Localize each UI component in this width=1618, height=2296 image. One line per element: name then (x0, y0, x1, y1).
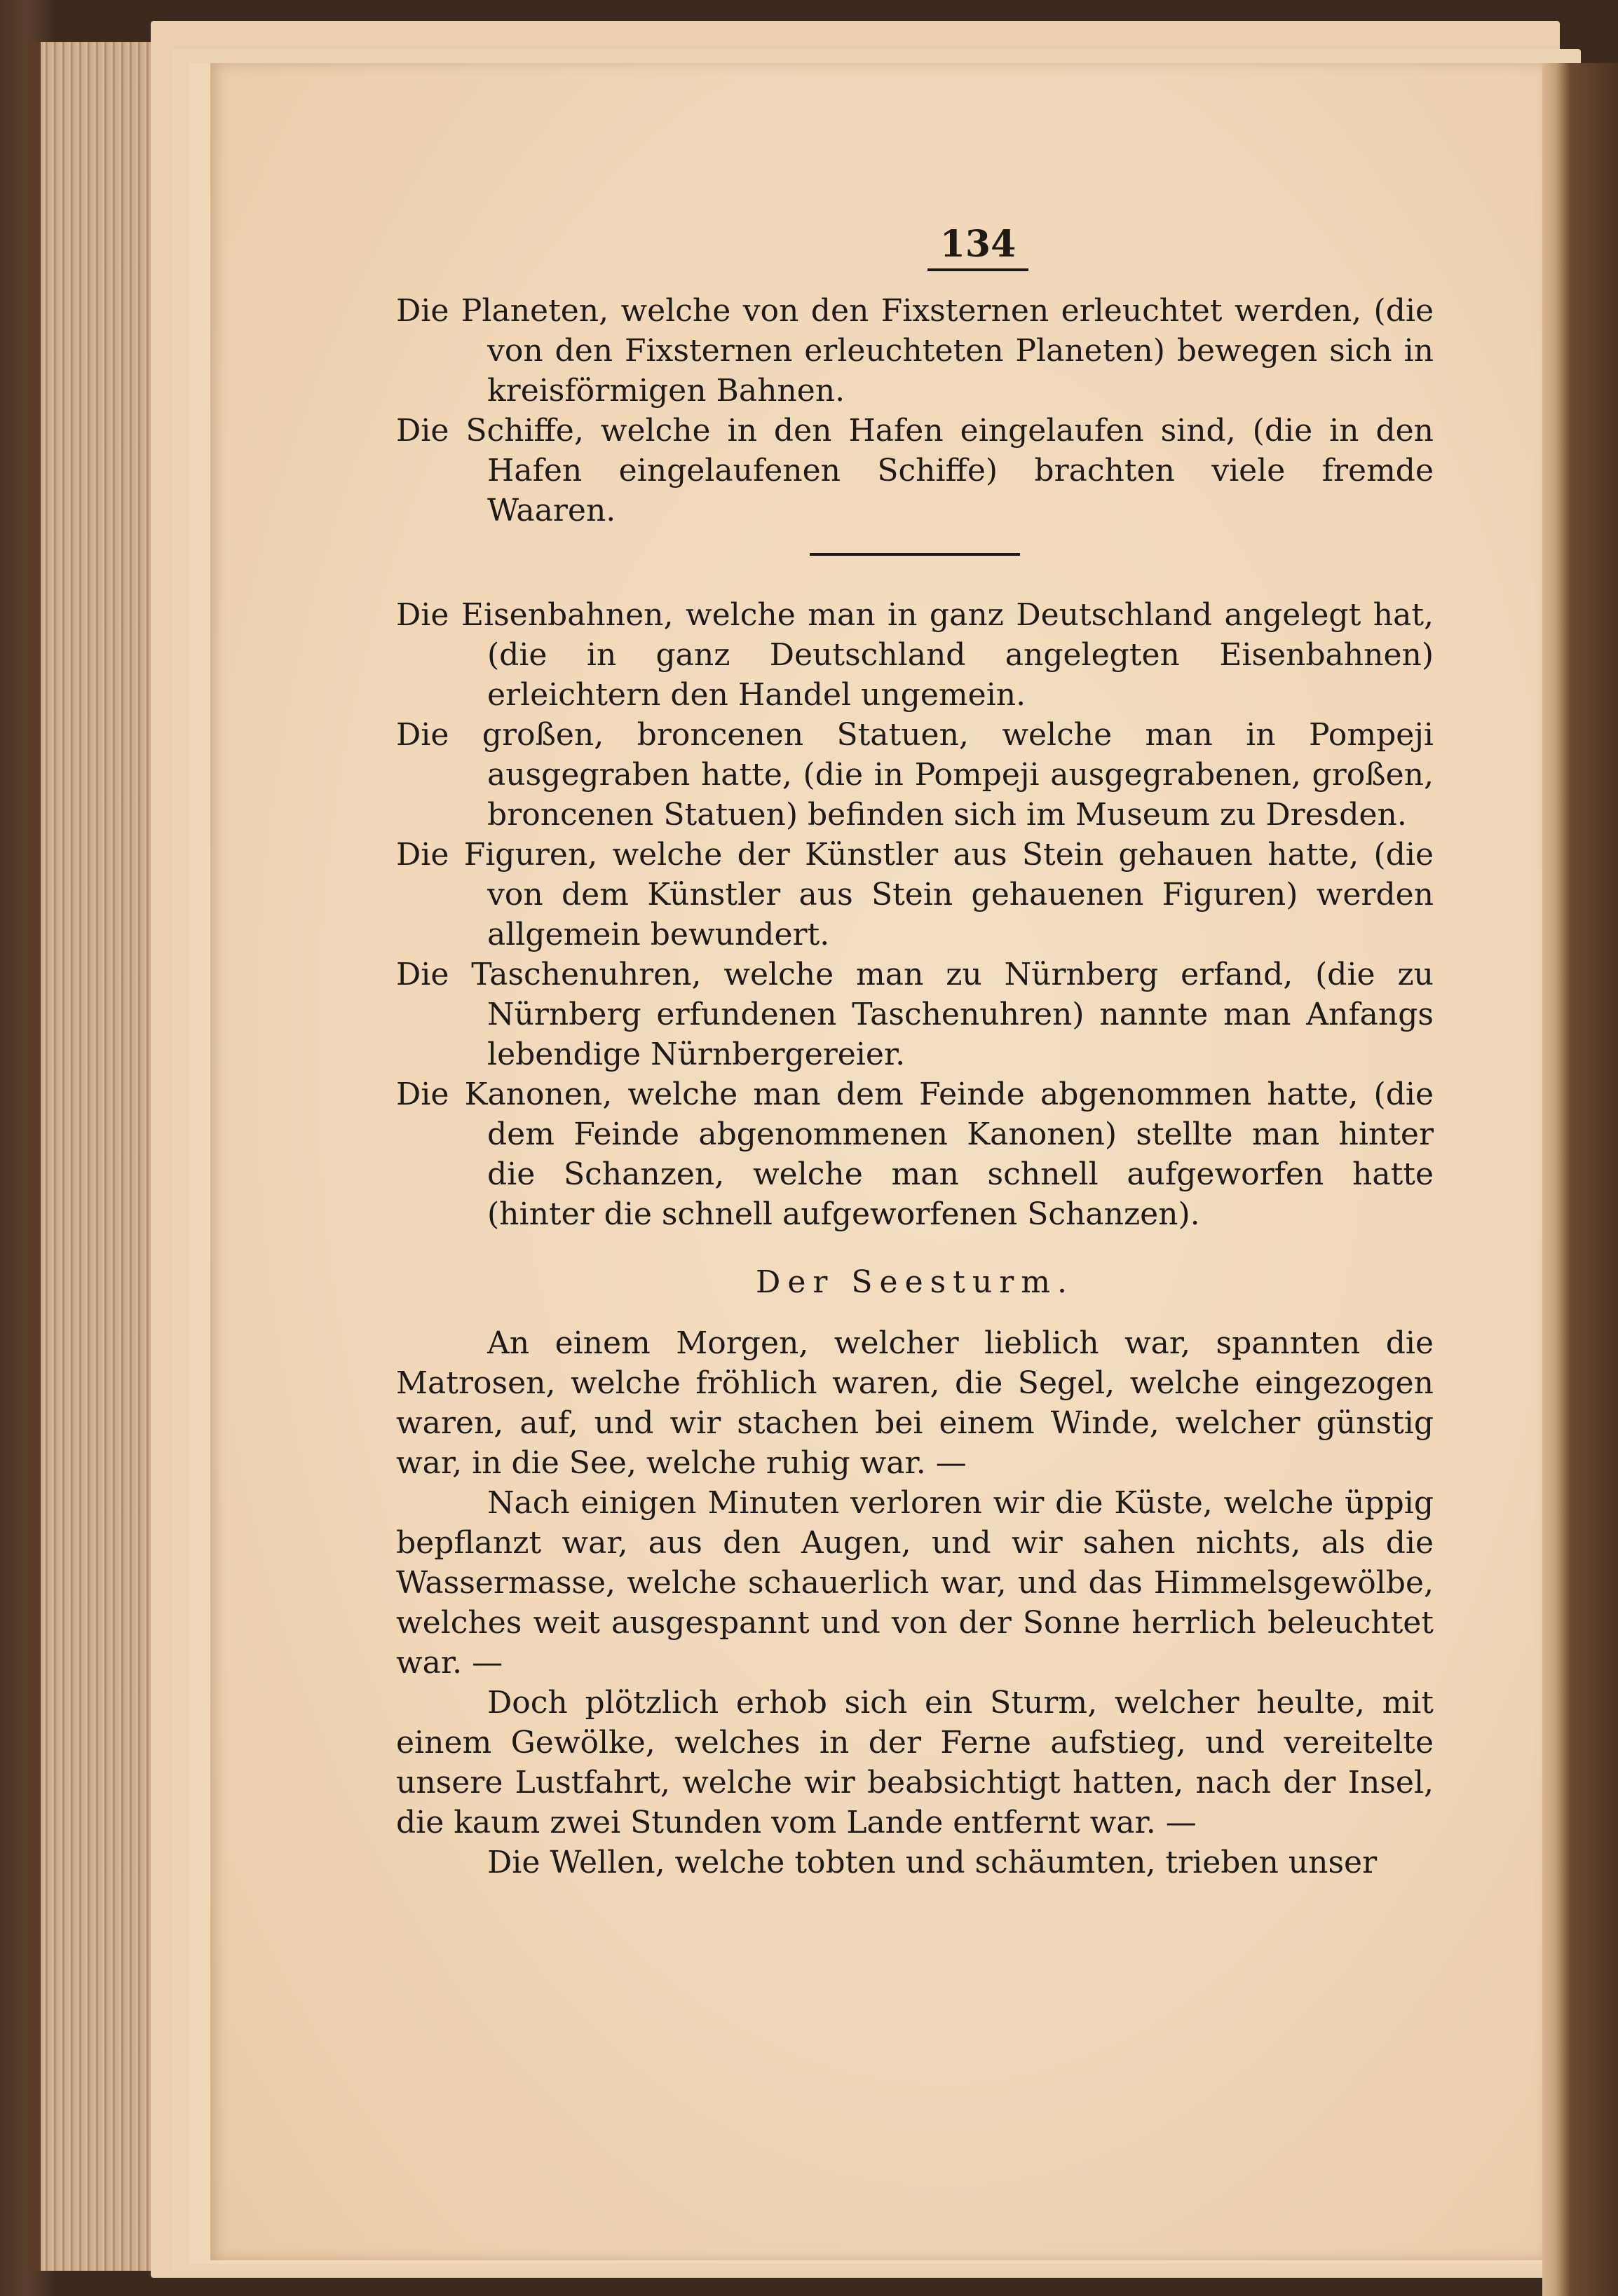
book-cover-right (1542, 63, 1618, 2296)
example-sentence: Die Kanonen, welche man dem Feinde abgenommen hatte, (die dem Feinde abgenommenen Kanonen) stellte man hinter die Schanzen, welche man schnell aufgeworfen hatte (hinter die schnell aufgeworfenen Schanzen). (396, 1077, 1434, 1232)
story-title: Der Seesturm. (756, 1264, 1074, 1300)
story-paragraph: Nach einigen Minuten verloren wir die Küste, welche üppig bepflanzt war, aus den Augen, und wir sahen nichts, als die Wassermasse, welche schauerlich war, und das Himmelsgewölbe, welches weit ausgespannt und von der Sonne herrlich beleuchtet war. — (396, 1485, 1434, 1681)
story-paragraph: Doch plötzlich erhob sich ein Sturm, welcher heulte, mit einem Gewölke, welches in der Ferne aufstieg, und vereitelte unsere Lustfahrt, welche wir beabsichtigt hatten, nach der Insel, die kaum zwei Stunden vom Lande entfernt war. — (396, 1685, 1434, 1840)
example-sentence: Die Eisenbahnen, welche man in ganz Deutschland angelegt hat, (die in ganz Deutschland angelegten Eisenbahnen) erleichtern den Handel ungemein. (396, 597, 1434, 713)
example-sentence: Die Planeten, welche von den Fixsternen erleuchtet werden, (die von den Fixsternen erleuchteten Planeten) bewegen sich in kreisförmigen Bahnen. (396, 293, 1434, 409)
story-paragraph: Die Wellen, welche tobten und schäumten, trieben unser (487, 1845, 1378, 1880)
example-sentence: Die Schiffe, welche in den Hafen eingelaufen sind, (die in den Hafen eingelaufenen Schiffe) brachten viele fremde Waaren. (396, 413, 1434, 528)
story-paragraph: An einem Morgen, welcher lieblich war, spannten die Matrosen, welche fröhlich waren, die Segel, welche eingezogen waren, auf, und wir stachen bei einem Winde, welcher günstig war, in die See, welche ruhig war. — (396, 1325, 1434, 1481)
section-divider (810, 553, 1020, 556)
page-text (396, 224, 1434, 1882)
example-sentence: Die Taschenuhren, welche man zu Nürnberg erfand, (die zu Nürnberg erfundenen Taschenuhren) nannte man Anfangs lebendige Nürnbergereier. (396, 957, 1434, 1072)
page-number-value: 134 (927, 224, 1029, 271)
page-number (396, 224, 1434, 271)
example-sentence: Die großen, broncenen Statuen, welche man in Pompeji ausgegraben hatte, (die in Pompeji ausgegrabenen, großen, broncenen Statuen) befinden sich im Museum zu Dresden. (396, 717, 1434, 833)
example-sentence: Die Figuren, welche der Künstler aus Stein gehauen hatte, (die von dem Künstler aus Stein gehauenen Figuren) werden allgemein bewundert. (396, 837, 1434, 952)
